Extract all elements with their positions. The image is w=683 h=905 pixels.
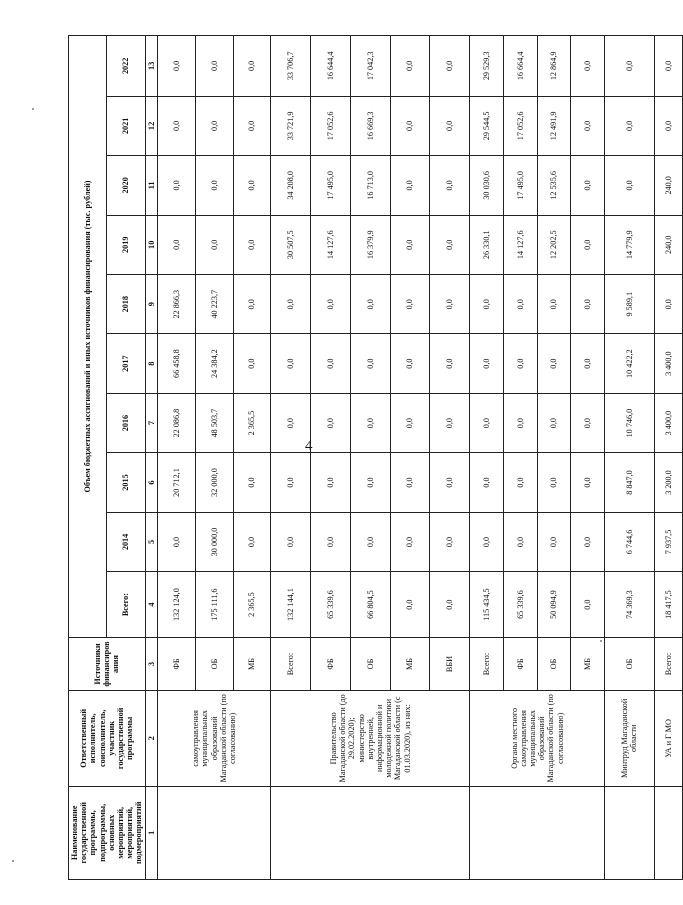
value-cell: 65 339,6 xyxy=(311,572,351,638)
value-cell: 16 664,4 xyxy=(503,36,537,97)
program-cell xyxy=(271,786,470,879)
value-cell: 3 200,0 xyxy=(654,453,682,512)
column-number: 3 xyxy=(145,637,157,690)
value-cell: 0,0 xyxy=(654,36,682,97)
value-cell: 0,0 xyxy=(390,274,430,333)
source-cell: ОБ xyxy=(605,637,655,690)
column-number: 4 xyxy=(145,572,157,638)
table-row xyxy=(271,36,311,880)
value-cell: 0,0 xyxy=(571,156,605,215)
program-cell xyxy=(470,786,605,879)
value-cell: 0,0 xyxy=(157,96,195,155)
value-cell: 0,0 xyxy=(430,36,470,97)
value-cell: 14 779,9 xyxy=(605,215,655,274)
source-cell: Всего: xyxy=(470,637,504,690)
value-cell: 0,0 xyxy=(350,453,390,512)
rotated-table-container xyxy=(68,35,673,880)
value-cell: 0,0 xyxy=(390,453,430,512)
value-cell: 0,0 xyxy=(571,215,605,274)
value-cell: 20 712,1 xyxy=(157,453,195,512)
value-cell: 30 507,5 xyxy=(271,215,311,274)
value-cell: 66 458,8 xyxy=(157,334,195,393)
header-year: 2015 xyxy=(107,453,145,512)
value-cell: 10 746,0 xyxy=(605,393,655,452)
table-row xyxy=(605,36,655,880)
value-cell: 22 866,3 xyxy=(157,274,195,333)
value-cell: 0,0 xyxy=(430,453,470,512)
header-row xyxy=(69,36,107,880)
column-number: 8 xyxy=(145,334,157,393)
value-cell: 32 000,0 xyxy=(195,453,233,512)
value-cell: 50 094,9 xyxy=(537,572,571,638)
source-cell: Всего: xyxy=(654,637,682,690)
value-cell: 0,0 xyxy=(195,36,233,97)
value-cell: 0,0 xyxy=(537,334,571,393)
value-cell: 17 495,0 xyxy=(311,156,351,215)
value-cell: 3 400,0 xyxy=(654,334,682,393)
value-cell: 240,0 xyxy=(654,215,682,274)
value-cell: 0,0 xyxy=(470,274,504,333)
header-year: 2019 xyxy=(107,215,145,274)
source-cell: Всего: xyxy=(271,637,311,690)
value-cell: 26 330,1 xyxy=(470,215,504,274)
header-year: 2017 xyxy=(107,334,145,393)
value-cell: 0,0 xyxy=(430,156,470,215)
column-number: 12 xyxy=(145,96,157,155)
value-cell: 12 202,5 xyxy=(537,215,571,274)
value-cell: 0,0 xyxy=(233,334,271,393)
value-cell: 0,0 xyxy=(537,274,571,333)
value-cell: 24 384,2 xyxy=(195,334,233,393)
value-cell: 0,0 xyxy=(430,215,470,274)
value-cell: 0,0 xyxy=(571,512,605,571)
source-cell: МБ xyxy=(390,637,430,690)
value-cell: 0,0 xyxy=(571,393,605,452)
value-cell: 0,0 xyxy=(605,156,655,215)
value-cell: 0,0 xyxy=(537,453,571,512)
value-cell: 30 000,0 xyxy=(195,512,233,571)
value-cell: 0,0 xyxy=(157,512,195,571)
value-cell: 0,0 xyxy=(195,96,233,155)
executor-cell: УА и Г МО xyxy=(654,691,682,787)
value-cell: 0,0 xyxy=(157,215,195,274)
value-cell: 2 365,5 xyxy=(233,572,271,638)
header-year: 2018 xyxy=(107,274,145,333)
value-cell: 0,0 xyxy=(233,274,271,333)
header-executor: Ответственный исполнитель, соисполнитель, участник государственной программы xyxy=(69,691,146,787)
source-cell: ФБ xyxy=(311,637,351,690)
source-cell: ОБ xyxy=(195,637,233,690)
value-cell: 0,0 xyxy=(503,334,537,393)
value-cell: 16 379,9 xyxy=(350,215,390,274)
value-cell: 0,0 xyxy=(571,274,605,333)
value-cell: 16 713,0 xyxy=(350,156,390,215)
value-cell: 0,0 xyxy=(605,96,655,155)
value-cell: 16 644,4 xyxy=(311,36,351,97)
value-cell: 3 400,0 xyxy=(654,393,682,452)
header-year: 2014 xyxy=(107,512,145,571)
value-cell: 17 495,0 xyxy=(503,156,537,215)
value-cell: 0,0 xyxy=(390,334,430,393)
value-cell: 0,0 xyxy=(571,572,605,638)
header-financing-group: Объем бюджетных ассигнований и иных источников финансирования (тыс. рублей) xyxy=(69,36,107,638)
value-cell: 0,0 xyxy=(470,453,504,512)
value-cell: 0,0 xyxy=(390,156,430,215)
value-cell: 48 503,7 xyxy=(195,393,233,452)
value-cell: 0,0 xyxy=(503,453,537,512)
value-cell: 9 589,1 xyxy=(605,274,655,333)
value-cell: 0,0 xyxy=(157,36,195,97)
program-cell xyxy=(605,786,655,879)
value-cell: 0,0 xyxy=(390,96,430,155)
source-cell: МБ xyxy=(571,637,605,690)
value-cell: 0,0 xyxy=(430,334,470,393)
source-cell: ФБ xyxy=(157,637,195,690)
value-cell: 0,0 xyxy=(503,393,537,452)
value-cell: 0,0 xyxy=(654,96,682,155)
value-cell: 22 086,8 xyxy=(157,393,195,452)
value-cell: 0,0 xyxy=(311,274,351,333)
column-number: 2 xyxy=(145,691,157,787)
column-number: 5 xyxy=(145,512,157,571)
value-cell: 0,0 xyxy=(390,393,430,452)
value-cell: 0,0 xyxy=(233,156,271,215)
value-cell: 0,0 xyxy=(390,36,430,97)
value-cell: 0,0 xyxy=(605,36,655,97)
value-cell: 0,0 xyxy=(430,96,470,155)
header-year: Всего: xyxy=(107,572,145,638)
value-cell: 0,0 xyxy=(571,334,605,393)
value-cell: 40 223,7 xyxy=(195,274,233,333)
value-cell: 0,0 xyxy=(311,453,351,512)
table-row xyxy=(157,36,195,880)
value-cell: 0,0 xyxy=(390,512,430,571)
column-number: 11 xyxy=(145,156,157,215)
value-cell: 175 111,6 xyxy=(195,572,233,638)
value-cell: 0,0 xyxy=(233,512,271,571)
value-cell: 0,0 xyxy=(654,274,682,333)
value-cell: 0,0 xyxy=(470,512,504,571)
value-cell: 132 144,1 xyxy=(271,572,311,638)
page-number: 4 xyxy=(305,438,313,454)
value-cell: 0,0 xyxy=(390,215,430,274)
value-cell: 66 804,5 xyxy=(350,572,390,638)
header-source: Источники финансирования xyxy=(69,637,146,690)
executor-cell: Минтруд Магаданской области xyxy=(605,691,655,787)
header-year: 2021 xyxy=(107,96,145,155)
column-number: 6 xyxy=(145,453,157,512)
value-cell: 29 529,3 xyxy=(470,36,504,97)
value-cell: 74 369,3 xyxy=(605,572,655,638)
value-cell: 0,0 xyxy=(195,215,233,274)
value-cell: 0,0 xyxy=(311,393,351,452)
header-year: 2016 xyxy=(107,393,145,452)
value-cell: 0,0 xyxy=(271,453,311,512)
value-cell: 17 052,6 xyxy=(311,96,351,155)
header-year: 2022 xyxy=(107,36,145,97)
value-cell: 0,0 xyxy=(470,393,504,452)
value-cell: 0,0 xyxy=(571,453,605,512)
column-number: 13 xyxy=(145,36,157,97)
value-cell: 0,0 xyxy=(271,274,311,333)
value-cell: 0,0 xyxy=(503,274,537,333)
executor-cell: Правительство Магаданской области (до 29.02.2020); министерство внутренней, информационной и молодежной политики Магаданской области (с 01.03.2020), из них: xyxy=(271,691,470,787)
value-cell: 0,0 xyxy=(233,96,271,155)
value-cell: 12 491,9 xyxy=(537,96,571,155)
source-cell: МБ xyxy=(233,637,271,690)
value-cell: 240,0 xyxy=(654,156,682,215)
value-cell: 0,0 xyxy=(350,274,390,333)
value-cell: 16 669,3 xyxy=(350,96,390,155)
value-cell: 10 422,2 xyxy=(605,334,655,393)
header-year: 2020 xyxy=(107,156,145,215)
value-cell: 0,0 xyxy=(571,36,605,97)
value-cell: 0,0 xyxy=(503,512,537,571)
value-cell: 0,0 xyxy=(271,393,311,452)
value-cell: 29 544,5 xyxy=(470,96,504,155)
value-cell: 0,0 xyxy=(430,274,470,333)
source-cell: ФБ xyxy=(503,637,537,690)
value-cell: 0,0 xyxy=(195,156,233,215)
value-cell: 0,0 xyxy=(430,572,470,638)
value-cell: 0,0 xyxy=(571,96,605,155)
table-row xyxy=(470,36,504,880)
value-cell: 8 847,0 xyxy=(605,453,655,512)
scan-speck xyxy=(12,860,14,862)
value-cell: 0,0 xyxy=(430,393,470,452)
value-cell: 0,0 xyxy=(233,453,271,512)
program-cell xyxy=(654,786,682,879)
value-cell: 0,0 xyxy=(470,334,504,393)
value-cell: 18 417,5 xyxy=(654,572,682,638)
value-cell: 0,0 xyxy=(233,36,271,97)
value-cell: 0,0 xyxy=(390,572,430,638)
value-cell: 0,0 xyxy=(350,334,390,393)
column-number: 7 xyxy=(145,393,157,452)
value-cell: 115 434,5 xyxy=(470,572,504,638)
value-cell: 0,0 xyxy=(537,512,571,571)
value-cell: 0,0 xyxy=(350,393,390,452)
source-cell: ОБ xyxy=(350,637,390,690)
source-cell: ОБ xyxy=(537,637,571,690)
value-cell: 6 744,6 xyxy=(605,512,655,571)
financing-table xyxy=(68,35,683,880)
value-cell: 33 721,9 xyxy=(271,96,311,155)
column-number: 1 xyxy=(145,786,157,879)
value-cell: 34 208,0 xyxy=(271,156,311,215)
value-cell: 0,0 xyxy=(311,334,351,393)
executor-cell: самоуправления муниципальных образований Магаданской области (по согласованию) xyxy=(157,691,271,787)
value-cell: 0,0 xyxy=(537,393,571,452)
header-program: Наименование государственной программы, подпрограммы, основных мероприятий, мероприятий, подмероприятий xyxy=(69,786,146,879)
column-number: 9 xyxy=(145,274,157,333)
value-cell: 2 365,5 xyxy=(233,393,271,452)
value-cell: 17 052,6 xyxy=(503,96,537,155)
program-cell xyxy=(157,786,271,879)
value-cell: 30 030,6 xyxy=(470,156,504,215)
value-cell: 0,0 xyxy=(271,334,311,393)
executor-cell: Органы местного самоуправления муниципальных образований Магаданской области (по согласованию) xyxy=(470,691,605,787)
column-numbers-row xyxy=(145,36,157,880)
source-cell: ВБИ xyxy=(430,637,470,690)
column-number: 10 xyxy=(145,215,157,274)
value-cell: 0,0 xyxy=(311,512,351,571)
value-cell: 17 042,3 xyxy=(350,36,390,97)
value-cell: 0,0 xyxy=(350,512,390,571)
value-cell: 12 864,9 xyxy=(537,36,571,97)
table-row xyxy=(654,36,682,880)
value-cell: 0,0 xyxy=(271,512,311,571)
value-cell: 132 124,0 xyxy=(157,572,195,638)
value-cell: 65 339,6 xyxy=(503,572,537,638)
value-cell: 7 937,5 xyxy=(654,512,682,571)
value-cell: 33 706,7 xyxy=(271,36,311,97)
value-cell: 0,0 xyxy=(430,512,470,571)
value-cell: 12 535,6 xyxy=(537,156,571,215)
scan-speck xyxy=(32,108,34,110)
value-cell: 14 127,6 xyxy=(503,215,537,274)
value-cell: 0,0 xyxy=(157,156,195,215)
value-cell: 0,0 xyxy=(233,215,271,274)
value-cell: 14 127,6 xyxy=(311,215,351,274)
